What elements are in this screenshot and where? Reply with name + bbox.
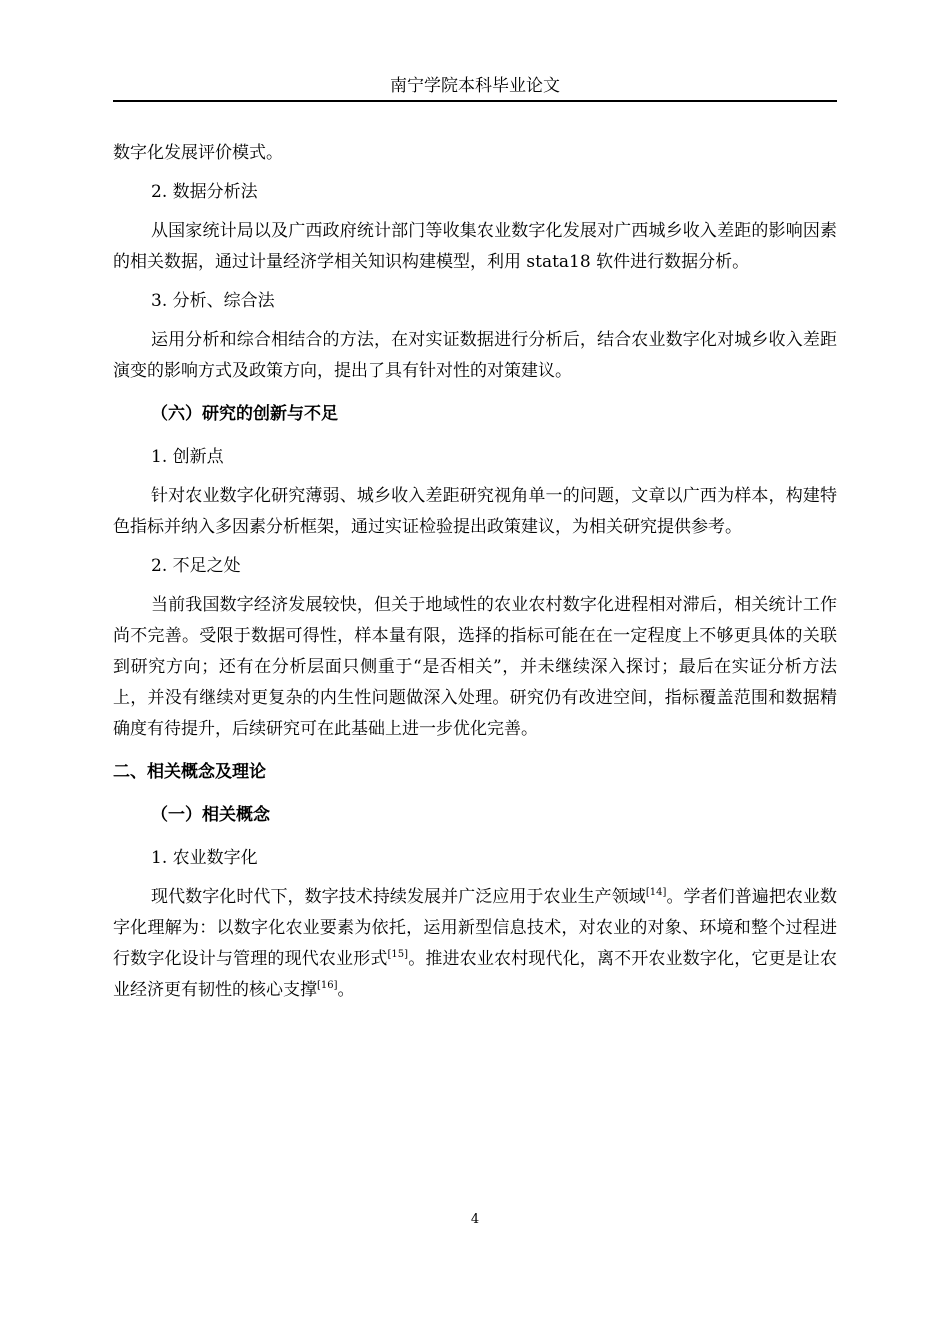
page-header-title: 南宁学院本科毕业论文 <box>390 76 560 96</box>
heading-innovation-shortcomings: （六）研究的创新与不足 <box>151 404 338 424</box>
heading-shortcomings: 2. 不足之处 <box>151 556 241 576</box>
body-text <box>113 138 837 1014</box>
heading-innovation: 1. 创新点 <box>151 447 224 467</box>
citation-15: [15] <box>387 949 409 960</box>
citation-16: [16] <box>317 980 338 991</box>
heading-related-concepts: （一）相关概念 <box>151 805 270 825</box>
text-segment: 。推进农业农村现代化，离不开农业数字化，它更是让农业经济更有韧性的核心支撑 <box>113 949 838 1000</box>
paragraph-shortcomings: 当前我国数字经济发展较快，但关于地域性的农业农村数字化进程相对滞后，相关统计工作尚不完善。受限于数据可得性，样本量有限，选择的指标可能在在一定程度上不够更具体的关联到研究方向；还有在分析层面只侧重于“是否相关”，并未继续深入探讨；最后在实证分析方法上，并没有继续对更复杂的内生性问题做深入处理。研究仍有改进空间，指标覆盖范围和数据精确度有待提升，后续研究可在此基础上进一步优化完善。 <box>113 595 837 739</box>
header-rule <box>113 100 837 102</box>
text-segment: 。学者们普遍把农业数字化理解为：以数字化农业要素为依托，运用新型信息技术，对农业的对象、环境和整个过程进行数字化设计与管理的现代农业形式 <box>113 887 838 969</box>
heading-analysis-synthesis: 3. 分析、综合法 <box>151 291 275 311</box>
paragraph-continuation: 数字化发展评价模式。 <box>113 143 283 163</box>
heading-chapter-2: 二、相关概念及理论 <box>113 762 266 782</box>
text-segment: 。 <box>337 980 355 1000</box>
page-number: 4 <box>470 1212 480 1227</box>
heading-agricultural-digitalization: 1. 农业数字化 <box>151 848 258 868</box>
text-segment: 现代数字化时代下，数字技术持续发展并广泛应用于农业生产领域 <box>151 887 646 907</box>
paragraph-agricultural-digitalization <box>113 882 837 1006</box>
paragraph-data-analysis: 从国家统计局以及广西政府统计部门等收集农业数字化发展对广西城乡收入差距的影响因素的相关数据，通过计量经济学相关知识构建模型，利用 stata18 软件进行数据分析。 <box>113 221 837 272</box>
heading-data-analysis: 2. 数据分析法 <box>151 182 258 202</box>
citation-14: [14] <box>645 887 667 898</box>
paragraph-innovation: 针对农业数字化研究薄弱、城乡收入差距研究视角单一的问题，文章以广西为样本，构建特色指标并纳入多因素分析框架，通过实证检验提出政策建议，为相关研究提供参考。 <box>113 486 837 537</box>
paragraph-analysis-synthesis: 运用分析和综合相结合的方法，在对实证数据进行分析后，结合农业数字化对城乡收入差距演变的影响方式及政策方向，提出了具有针对性的对策建议。 <box>113 330 837 381</box>
